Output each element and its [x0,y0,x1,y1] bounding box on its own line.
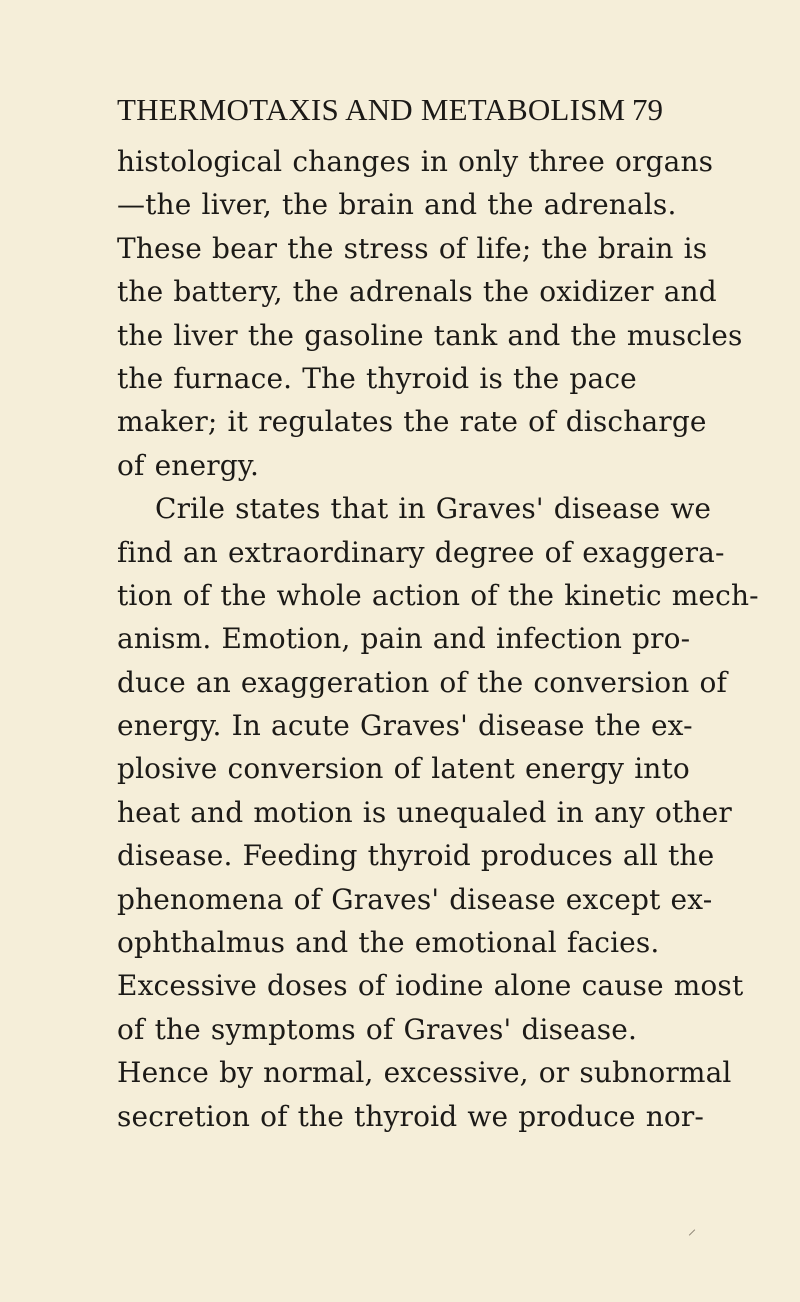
running-head [0,90,800,130]
text-line: Hence by normal, excessive, or subnormal [117,1056,732,1090]
text-line: tion of the whole action of the kinetic mech- [117,578,759,612]
text-line: energy. In acute Graves' disease the ex- [117,709,693,743]
paper-speck [689,1229,695,1235]
text-line: anism. Emotion, pain and infection pro- [117,622,691,656]
text-line: heat and motion is unequaled in any other [117,795,732,829]
text-line: duce an exaggeration of the conversion of [117,665,727,699]
text-line: disease. Feeding thyroid produces all the [117,839,715,873]
text-line: Excessive doses of iodine alone cause most [117,969,744,1003]
page-number: 79 [632,92,663,127]
text-line: of energy. [117,448,260,482]
running-title: THERMOTAXIS AND METABOLISM [117,92,626,127]
text-line: histological changes in only three organs [117,145,714,178]
text-line: the furnace. The thyroid is the pace [117,361,637,395]
text-line: plosive conversion of latent energy into [117,752,690,786]
text-line: the liver the gasoline tank and the muscles [117,318,743,352]
text-line: phenomena of Graves' disease except ex- [117,882,713,916]
text-line: These bear the stress of life; the brain is [117,231,708,265]
text-line: —the liver, the brain and the adrenals. [117,188,677,222]
text-line: find an extraordinary degree of exaggera- [117,535,725,569]
text-line: secretion of the thyroid we produce nor- [117,1099,705,1133]
body-text [117,140,759,1138]
text-line: of the symptoms of Graves' disease. [117,1012,637,1046]
text-line: maker; it regulates the rate of discharge [117,405,707,439]
text-line: the battery, the adrenals the oxidizer and [117,275,717,309]
text-line: ophthalmus and the emotional facies. [117,926,660,960]
paragraph-first-line: Crile states that in Graves' disease we [155,492,712,526]
